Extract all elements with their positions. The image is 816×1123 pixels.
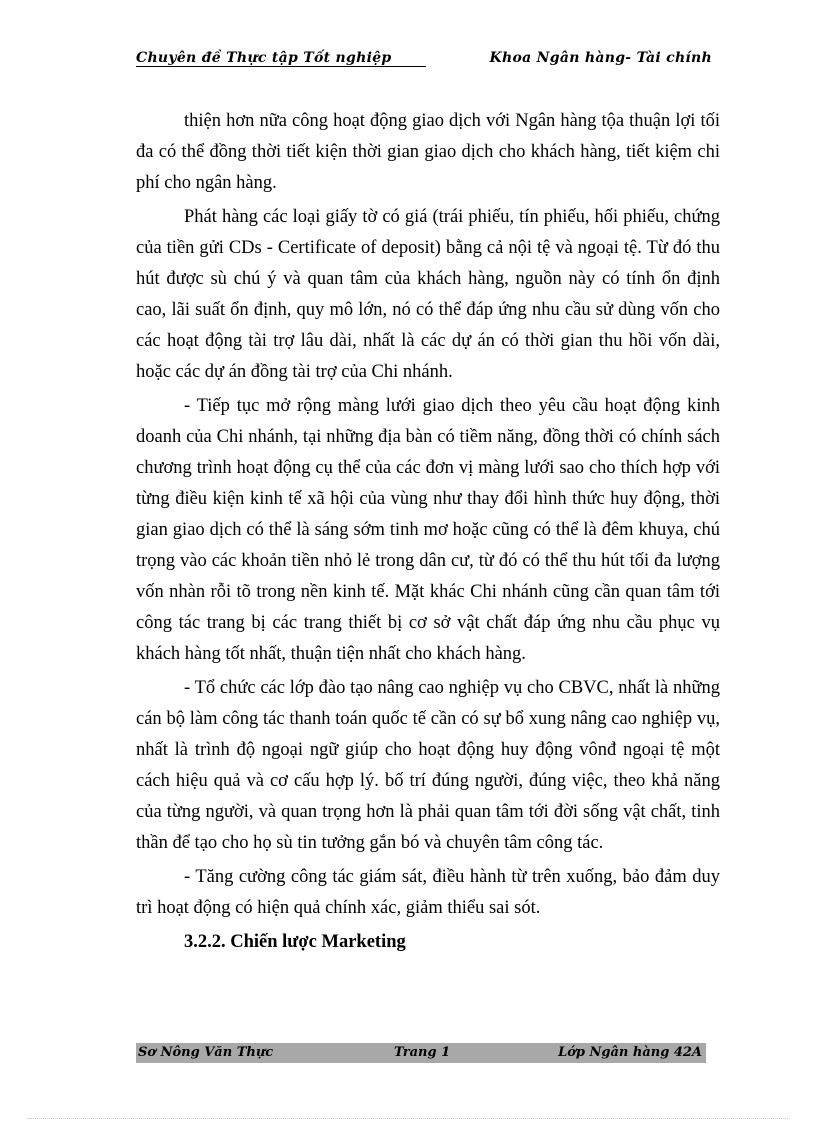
bottom-divider [28, 1118, 788, 1119]
section-heading: 3.2.2. Chiến lược Marketing [184, 932, 406, 952]
page-footer [136, 1043, 706, 1063]
footer-class: Lớp Ngân hàng 42A [558, 1045, 702, 1060]
paragraph-2: Phát hàng các loại giấy tờ có giá (trái phiếu, tín phiếu, hối phiếu, chứng của tiền gửi CDs - Certificate of deposit) bằng cả nội tệ và ngoại tệ. Từ đó thu hút được sù chú ý và quan tâm của khách hàng, nguồn này có tính ổn định cao, lãi suất ổn định, quy mô lớn, nó có thể đáp ứng nhu cầu sử dùng vốn cho các hoạt động tài trợ lâu dài, nhất là các dự án có thời gian thu hồi vốn dài, hoặc các dự án đồng tài trợ của Chi nhánh. [136, 207, 720, 382]
footer-author: Sơ Nông Văn Thực [138, 1045, 274, 1060]
header-faculty: Khoa Ngân hàng- Tài chính [489, 50, 712, 66]
document-body [136, 106, 720, 958]
paragraph-4: - Tổ chức các lớp đào tạo nâng cao nghiệp vụ cho CBVC, nhất là những cán bộ làm công tác thanh toán quốc tế cần có sự bổ xung nâng cao nghiệp vụ, nhất là trình độ ngoại ngữ giúp cho hoạt động huy động vônđ ngoại tệ một cách hiệu quả và cơ cấu hợp lý. bố trí đúng người, đúng việc, theo khả năng của từng người, và quan trọng hơn là phải quan tâm tới đời sống vật chất, tinh thần để tạo cho họ sù tin tưởng gắn bó và chuyên tâm công tác. [136, 678, 720, 853]
page-header [136, 48, 720, 72]
header-thesis-title: Chuyên đề Thực tập Tốt nghiệp [136, 50, 426, 67]
paragraph-5: - Tăng cường công tác giám sát, điều hành từ trên xuống, bảo đảm duy trì hoạt động có hiện quả chính xác, giảm thiểu sai sót. [136, 867, 720, 918]
footer-page-number: Trang 1 [394, 1045, 451, 1060]
paragraph-3: - Tiếp tục mở rộng màng lưới giao dịch theo yêu cầu hoạt động kinh doanh của Chi nhánh, tại những địa bàn có tiềm năng, đồng thời có chính sách chương trình hoạt động cụ thể của các đơn vị màng lưới sao cho thích hợp với từng điều kiện kinh tế xã hội của vùng như thay đổi hình thức huy động, thời gian giao dịch có thể là sáng sớm tinh mơ hoặc cũng có thể là đêm khuya, chú trọng vào các khoản tiền nhỏ lẻ trong dân cư, từ đó có thể thu hút tối đa lượng vốn nhàn rỗi tõ trong nền kinh tế. Mặt khác Chi nhánh cũng cần quan tâm tới công tác trang bị các trang thiết bị cơ sở vật chất đáp ứng nhu cầu phục vụ khách hàng tốt nhất, thuận tiện nhất cho khách hàng. [136, 396, 720, 664]
paragraph-1: thiện hơn nữa công hoạt động giao dịch với Ngân hàng tộa thuận lợi tối đa có thể đồng thời tiết kiện thời gian giao dịch cho khách hàng, tiết kiệm chi phí cho ngân hàng. [136, 111, 720, 193]
